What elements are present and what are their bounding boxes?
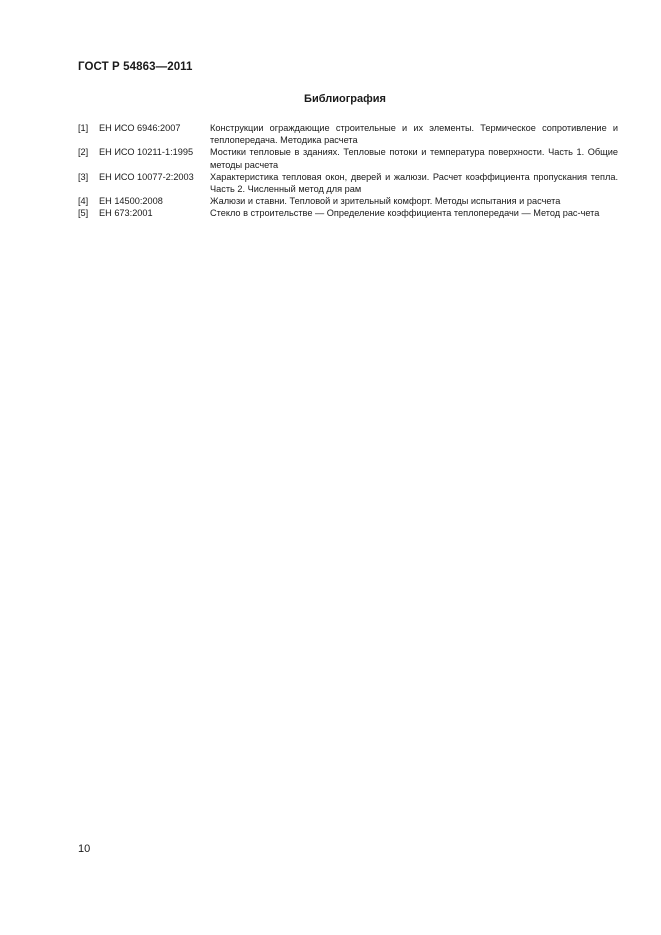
entry-standard-code: ЕН 14500:2008 (99, 196, 163, 207)
entry-title: Стекло в строительстве — Определение коэффициента теплопередачи — Метод рас-чета (210, 208, 600, 219)
entry-number: [3] (78, 171, 89, 182)
entry-standard-code: ЕН 673:2001 (99, 208, 153, 219)
entry-standard-code: ЕН ИСО 10211-1:1995 (99, 147, 194, 158)
entry-number: [5] (78, 208, 89, 219)
entry-title: Характеристика тепловая окон, дверей и жалюзи. Расчет коэффициента пропускания тепла. Часть 2. Численный метод для рам (210, 171, 618, 195)
entry-number: [1] (78, 123, 89, 133)
bibliography-entry-3 (78, 171, 618, 195)
bibliography-entry-2 (78, 146, 618, 170)
entry-title: Конструкции ограждающие строительные и их элементы. Термическое сопротивление и теплопередача. Методика расчета (210, 123, 618, 146)
bibliography-entry-5 (78, 207, 618, 219)
bibliography-list (78, 122, 618, 220)
entry-number: [4] (78, 196, 89, 207)
entry-standard-code: ЕН ИСО 10077-2:2003 (99, 171, 194, 182)
page-number: 10 (78, 843, 91, 855)
bibliography-entry-4 (78, 195, 618, 207)
entry-number: [2] (78, 147, 89, 158)
entry-title: Жалюзи и ставни. Тепловой и зрительный комфорт. Методы испытания и расчета (210, 196, 561, 207)
entry-standard-code: ЕН ИСО 6946:2007 (99, 123, 181, 133)
bibliography-title: Библиография (304, 93, 386, 105)
bibliography-entry-1 (78, 122, 618, 146)
entry-title: Мостики тепловые в зданиях. Тепловые потоки и температура поверхности. Часть 1. Общие методы расчета (210, 147, 618, 170)
standard-code-header: ГОСТ Р 54863—2011 (78, 61, 193, 73)
